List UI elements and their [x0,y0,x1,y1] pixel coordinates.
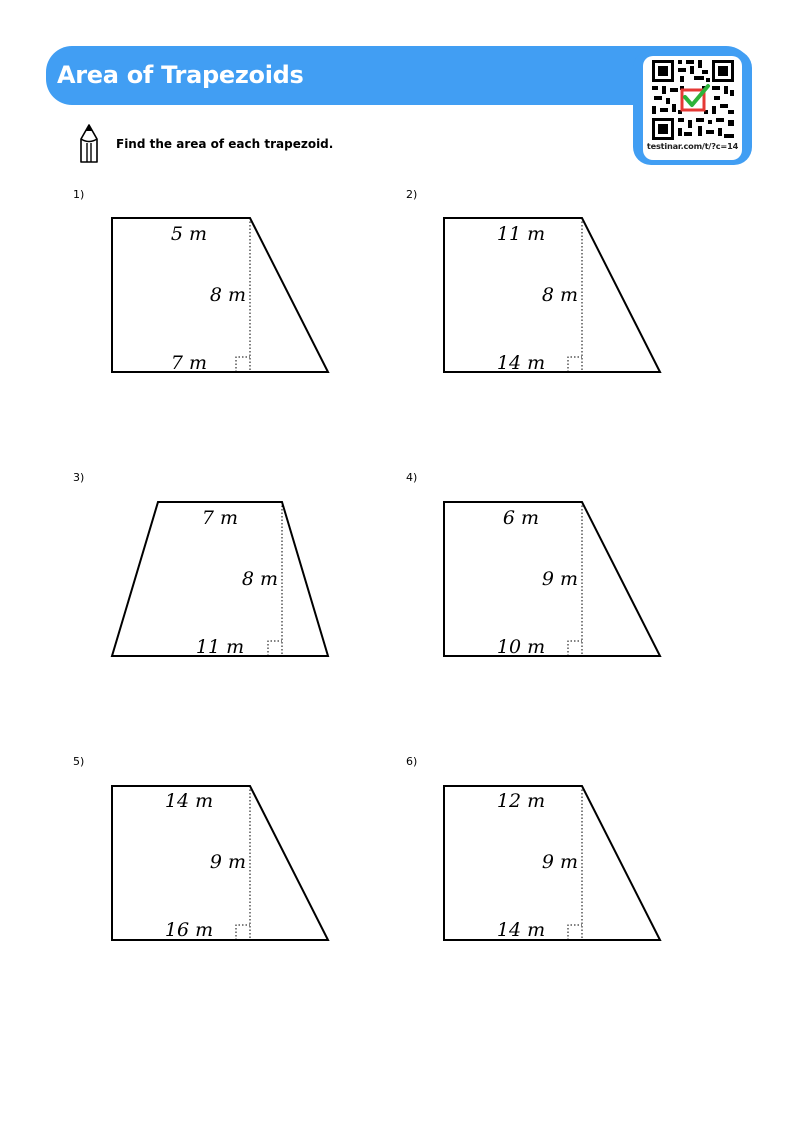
bottom-base-label-1: 7 m [170,352,208,374]
top-base-label-2: 11 m [496,223,546,245]
page-title: Area of Trapezoids [57,61,304,89]
bottom-base-label-4: 10 m [496,636,546,658]
problem-5-number: 5) [73,755,85,768]
right-angle-4 [568,641,582,656]
top-base-label-6: 12 m [496,790,546,812]
top-base-label-5: 14 m [164,790,214,812]
problem-1-number: 1) [73,188,85,201]
problem-3-number: 3) [73,471,85,484]
height-label-5: 9 m [209,851,246,873]
top-base-label-1: 5 m [170,223,208,245]
height-label-2: 8 m [541,284,578,306]
right-angle-3 [268,641,282,656]
height-label-1: 8 m [209,284,246,306]
bottom-base-label-2: 14 m [496,352,546,374]
top-base-label-3: 7 m [201,507,239,529]
problem-6-number: 6) [406,755,418,768]
bottom-base-label-6: 14 m [496,919,546,941]
problem-4-number: 4) [406,471,418,484]
bottom-base-label-5: 16 m [164,919,214,941]
right-angle-6 [568,925,582,940]
qr-url[interactable]: testinar.com/t/?c=14 [646,141,739,151]
problem-2-number: 2) [406,188,418,201]
height-label-3: 8 m [241,568,278,590]
top-base-label-4: 6 m [502,507,540,529]
height-label-6: 9 m [541,851,578,873]
right-angle-2 [568,357,582,372]
height-label-4: 9 m [541,568,578,590]
bottom-base-label-3: 11 m [195,636,245,658]
instruction-text: Find the area of each trapezoid. [116,137,334,151]
right-angle-5 [236,925,250,940]
right-angle-1 [236,357,250,372]
